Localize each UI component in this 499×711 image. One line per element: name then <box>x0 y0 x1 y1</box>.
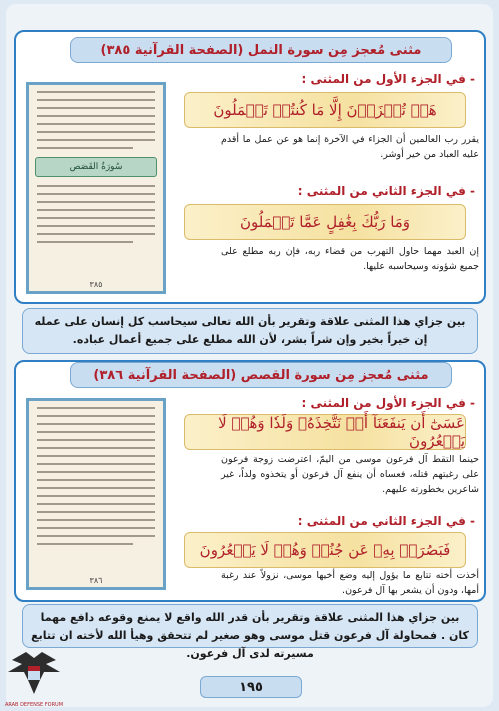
quran-page-number: ٣٨٥ <box>89 280 103 289</box>
forum-logo <box>4 650 64 708</box>
explanation-text: يقرر رب العالمين أن الجزاء في الآخرة إنما هو عن عمل ما أقدم عليه العباد من خير أوشر. <box>221 134 479 160</box>
verse-text: هَلۡ تُجۡزَوۡنَ إِلَّا مَا كُنتُمۡ تَعۡمَلُونَ <box>213 101 437 119</box>
page-number: ١٩٥ <box>200 676 302 698</box>
explanation-text: إن العبد مهما حاول التهرب من قضاء ربه، فإن ربه مطلع على جميع شؤونه وسيحاسبه عليها. <box>221 246 479 272</box>
summary-box: بين جزاي هذا المثنى علاقة وتقرير بأن قدر الله واقع لا يمنع وقوعه دافع مهما كان . فمحاولة آل فرعون قتل موسى وهو صغير لم تتحقق وهيأ الله لأخته ان تتابع مسيرته لدى آل فرعون. <box>22 604 478 648</box>
part1-label: - في الجزء الأول من المثنى : <box>301 72 475 86</box>
part2-label: - في الجزء الثاني من المثنى : <box>297 184 475 198</box>
quran-page-number: ٣٨٦ <box>89 576 103 585</box>
verse-text: فَبَصُرَتۡ بِهِۦ عَن جُنُبٖ وَهُمۡ لَا يَشۡعُرُونَ <box>199 541 451 559</box>
verse-box <box>184 532 466 568</box>
explanation-text: أخذت أخته تتابع ما يؤول إليه وضع أخيها موسى، نزولاً عند رغبة أمها، ودون أن يشعر بها آل فرعون. <box>221 570 479 596</box>
section-banner: مثنى مُعجز مِن سورة النمل (الصفحة القرآنية ٣٨٥) <box>70 37 452 63</box>
explanation-text: حينما التقط آل فرعون موسى من اليمّ، اعترضت زوجة فرعون على رغبتهم قتله، فعساه أن ينفع آل فرعون أو يتخذوه ولداً، غير شاعرين بخطورته عليهم. <box>221 454 479 495</box>
sura-title: سُورَةُ القَصَص <box>35 157 157 177</box>
verse-box <box>184 414 466 450</box>
summary-box: بين جزاي هذا المثنى علاقة وتقرير بأن الله تعالى سيحاسب كل إنسان على عمله إن خيراً بخير وإن شراً بشر، لأن الله مطلع على جميع أعمال عباده. <box>22 308 478 354</box>
part2-label: - في الجزء الثاني من المثنى : <box>297 514 475 528</box>
eagle-icon <box>4 650 64 700</box>
part1-label: - في الجزء الأول من المثنى : <box>301 396 475 410</box>
logo-caption: ARAB DEFENSE FORUM <box>4 702 64 708</box>
section-banner: مثنى مُعجز مِن سورة القصص (الصفحة القرآنية ٣٨٦) <box>70 362 452 388</box>
quran-page-image <box>26 398 166 590</box>
verse-box <box>184 92 466 128</box>
verse-text: وَمَا رَبُّكَ بِغَٰفِلٍ عَمَّا تَعۡمَلُونَ <box>239 213 411 231</box>
quran-page-image <box>26 82 166 294</box>
verse-box <box>184 204 466 240</box>
verse-text: عَسَىٰٓ أَن يَنفَعَنَآ أَوۡ نَتَّخِذَهُۥ وَلَدٗا وَهُمۡ لَا يَشۡعُرُونَ <box>218 414 465 450</box>
